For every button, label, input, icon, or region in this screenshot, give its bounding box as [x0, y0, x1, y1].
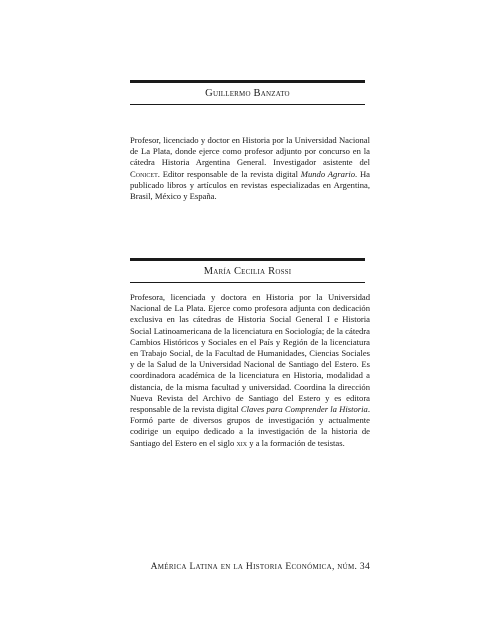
bio-fragment-italic: Claves para Comprender la Historia	[240, 404, 368, 415]
author-2-name: María Cecilia Rossi	[203, 266, 292, 277]
author-1-top-rule	[130, 80, 365, 83]
author-1-bio	[130, 135, 370, 202]
running-footer: América Latina en la Historia Económica, núm. 34	[150, 562, 370, 572]
author-2-bio-text	[130, 292, 370, 449]
author-1-bio-text	[130, 135, 370, 202]
bio-fragment-normal: Profesor, licenciado y doctor en Historia por la Universidad Nacional de La Plata, donde ejerce como profesor adjunto por concurso en la cátedra Historia Argentina General. Investigador asistente del	[130, 135, 370, 168]
author-1-name: Guillermo Banzato	[205, 88, 290, 99]
bio-fragment-normal: . Formó parte de diversos grupos de investigación y actualmente codirige un equipo dedicado a la investigación de la historia de Santiago del Estero en el siglo	[130, 404, 370, 448]
author-2-bio	[130, 292, 370, 449]
bio-fragment-normal: . Editor responsable de la revista digital	[157, 168, 301, 179]
bio-fragment-italic: Mundo Agrario	[300, 168, 355, 179]
bio-fragment-normal: Profesora, licenciada y doctora en Historia por la Universidad Nacional de La Plata. Ejerce como profesora adjunta con dedicación exclusiva en las cátedras de Historia Social General I e Historia Social Latinoamericana de la licenciatura en Sociología; de la cátedra Cambios Históricos y Sociales en el País y Región de la licenciatura en Trabajo Social, de la Facultad de Humanidades, Ciencias Sociales y de la Salud de la Universidad Nacional de Santiago del Estero. Es coordinadora académica de la licenciatura en Historia, modalidad a distancia, de la misma facultad y universidad. Coordina la dirección Nueva Revista del Archivo de Santiago del Estero y es editora responsable de la revista digital	[130, 292, 370, 415]
bio-fragment-normal: . Ha publicado libros y artículos en revistas especializadas en Argentina, Brasil, México y España.	[130, 168, 370, 202]
author-2-top-rule	[130, 258, 365, 261]
author-1-bottom-rule	[130, 104, 365, 105]
bio-fragment-normal: y a la formación de tesistas.	[247, 437, 345, 448]
bio-fragment-smallcaps: xix	[236, 437, 248, 448]
author-2-bottom-rule	[130, 282, 365, 283]
bio-fragment-smallcaps: Conicet	[130, 168, 158, 179]
